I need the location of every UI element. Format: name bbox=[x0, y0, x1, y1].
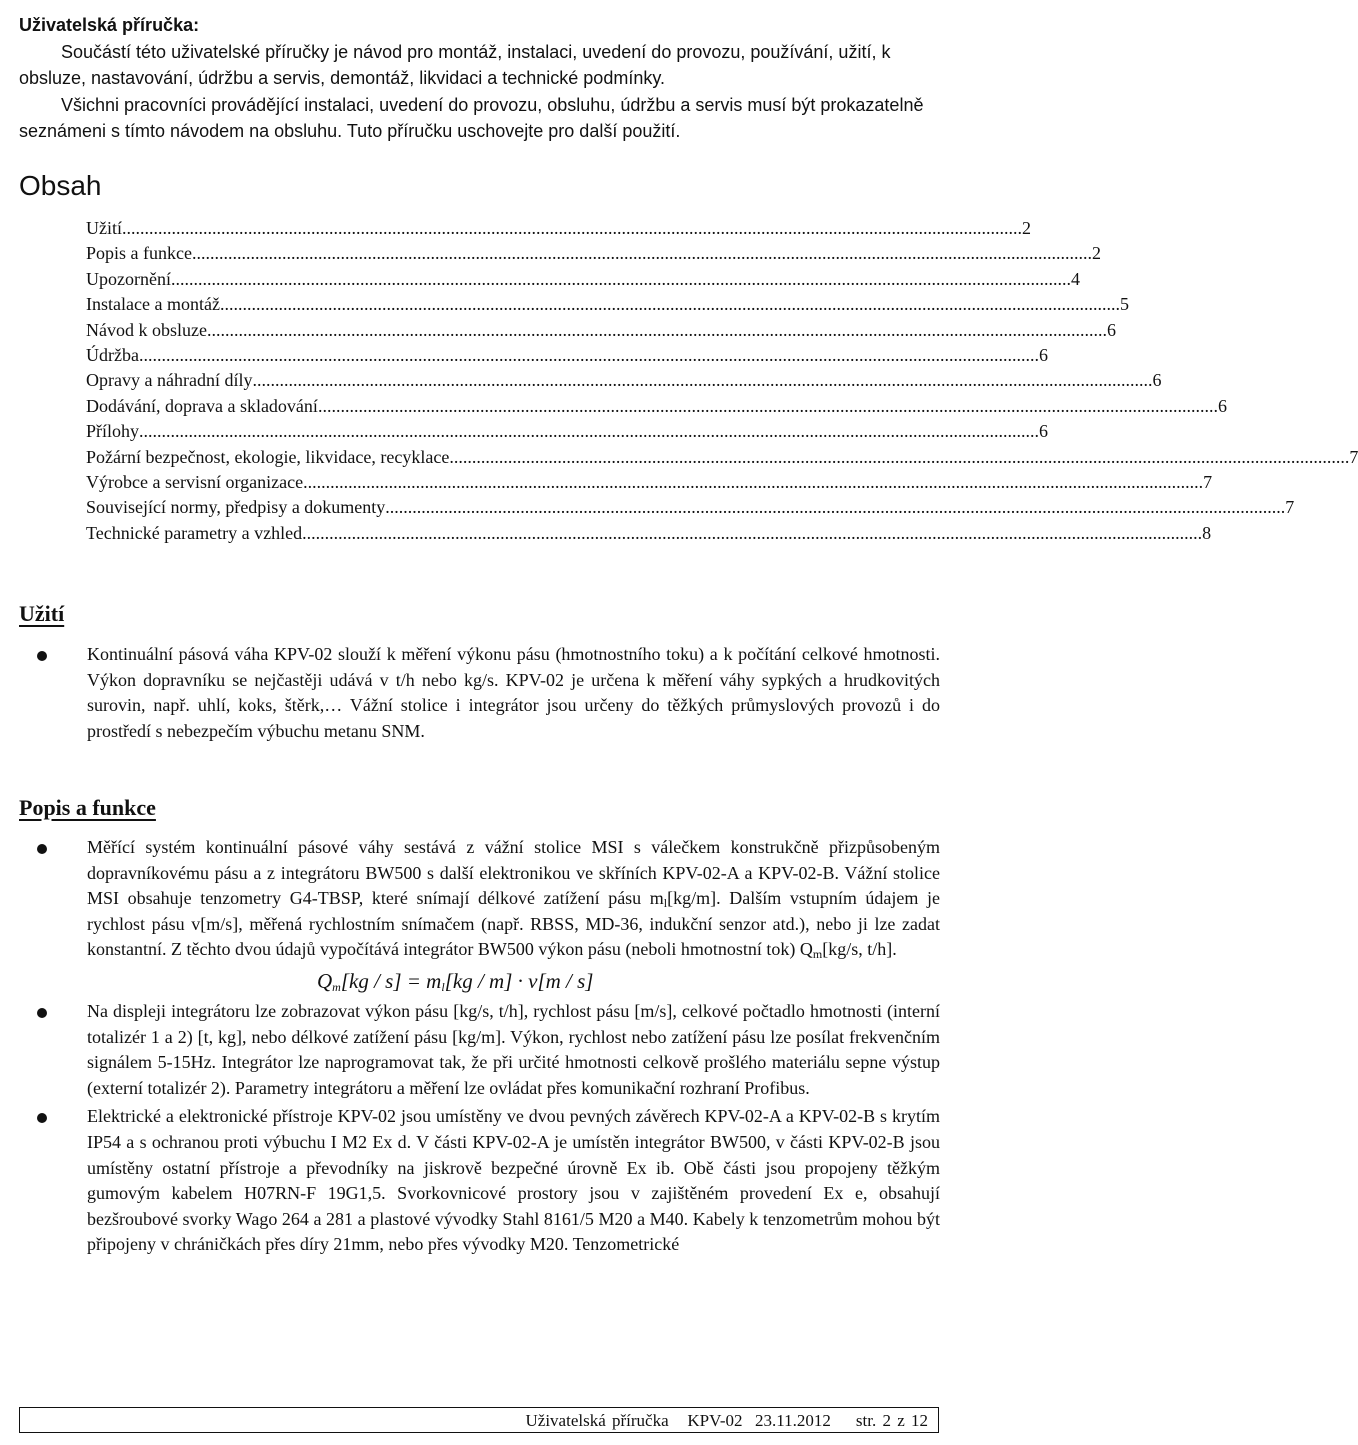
list-item bbox=[0, 835, 940, 996]
toc-entry-label: Údržba bbox=[86, 344, 139, 365]
toc-entry-label: Upozornění bbox=[86, 268, 171, 289]
toc-entry-label: Instalace a montáž bbox=[86, 294, 220, 315]
toc-entry-label: Technické parametry a vzhled bbox=[86, 522, 303, 543]
bullet-icon bbox=[37, 651, 47, 661]
text-run: [kg/s, t/h]. bbox=[822, 939, 897, 960]
footer-doc-title: Uživatelská příručka bbox=[525, 1411, 669, 1430]
toc-entry-page: 7 bbox=[1285, 497, 1295, 518]
formula-q: Q bbox=[317, 968, 333, 993]
page-footer bbox=[19, 1407, 939, 1433]
toc-leader-dots: ........................................................................................................................................................................................................ bbox=[449, 446, 1350, 467]
list-item bbox=[0, 1104, 940, 1258]
toc-leader-dots: ........................................................................................................................................................................................................ bbox=[317, 395, 1218, 416]
toc-leader-dots: ........................................................................................................................................................................................................ bbox=[191, 243, 1092, 264]
manual-title: Uživatelská příručka: bbox=[19, 15, 200, 35]
toc-entry-page: 5 bbox=[1119, 294, 1129, 315]
subscript: l bbox=[663, 896, 668, 911]
formula-part: [kg / s] = m bbox=[340, 968, 442, 993]
toc-entry-navod[interactable] bbox=[86, 318, 1116, 343]
popis-text-1 bbox=[87, 835, 940, 963]
toc-entry-page: 4 bbox=[1070, 268, 1080, 289]
toc-entry-opravy[interactable] bbox=[86, 368, 1162, 393]
toc-entry-parametry[interactable] bbox=[86, 521, 1212, 546]
formula-part: [kg / m] · v[m / s] bbox=[444, 968, 594, 993]
list-item bbox=[0, 642, 940, 744]
popis-text-3: Elektrické a elektronické přístroje KPV-02 jsou umístěny ve dvou pevných závěrech KPV-02-A a KPV-02-B s krytím IP54 a s ochranou proti výbuchu I M2 Ex d. V části KPV-02-A je umístěn integrátor BW500, v části KPV-02-B jsou umístěny ostatní přístroje a převodníky na jiskrově bezpečné úrovně Ex ib. Obě části jsou propojeny těžkým gumovým kabelem H07RN-F 19G1,5. Svorkovnicové prostory jsou v zajištěném provedení Ex e, obsahují bezšroubové svorky Wago 264 a 281 a plastové vývodky Stahl 8161/5 M20 a M40. Kabely k tenzometrům mohou být připojeny v chráničkách přes díry 21mm, nebo přes vývodky M20. Tenzometrické bbox=[87, 1106, 940, 1255]
toc-entry-label: Popis a funkce bbox=[86, 243, 192, 264]
manual-paragraph-2: Všichni pracovníci provádějící instalaci, uvedení do provozu, obsluhu, údržbu a servis musí být prokazatelně seznámeni s tímto návodem na obsluhu. Tuto příručku uschovejte pro další použití. bbox=[19, 94, 924, 141]
toc-leader-dots: ........................................................................................................................................................................................................ bbox=[138, 344, 1039, 365]
toc-leader-dots: ........................................................................................................................................................................................................ bbox=[139, 421, 1040, 442]
footer-product: KPV-02 bbox=[687, 1411, 743, 1430]
text-run: Měřící systém kontinuální pásové váhy sestává z vážní stolice MSI s válečkem konstrukčně přizpůsobeným dopravníkovému pásu a z integrátoru BW500 s další elektronikou ve skříních KPV-02-A a KPV-02-B. Vážní stolice MSI obsahuje tenzometry G4-TBSP, které snímají délkové zatížení pásu m bbox=[87, 837, 940, 909]
text-run: [kg/m]. Dalším vstupním údajem je rychlost pásu v[m/s], měřená rychlostním snímačem (např. RBSS, MD-36, indukční senzor atd.), nebo ji lze zadat konstantní. Z těchto dvou údajů vypočítává integrátor BW500 výkon pásu (neboli hmotnostní tok) Q bbox=[87, 888, 941, 960]
toc-entry-popis-a-funkce[interactable] bbox=[86, 241, 1101, 266]
toc-entry-label: Přílohy bbox=[86, 421, 140, 442]
toc-leader-dots: ........................................................................................................................................................................................................ bbox=[122, 218, 1022, 238]
toc-leader-dots: ........................................................................................................................................................................................................ bbox=[219, 294, 1120, 315]
toc-entry-page: 7 bbox=[1203, 471, 1213, 492]
footer-page-number: str. 2 z 12 bbox=[855, 1411, 928, 1430]
bullet-icon bbox=[37, 1008, 47, 1018]
toc-title: Obsah bbox=[19, 170, 102, 201]
toc-entry-label: Související normy, předpisy a dokumenty bbox=[86, 497, 386, 518]
toc-entry-pozarni[interactable] bbox=[86, 445, 1358, 470]
toc-entry-upozorneni[interactable] bbox=[86, 267, 1080, 292]
manual-paragraph-1: Součástí této uživatelské příručky je návod pro montáž, instalaci, uvedení do provozu, používání, užití, k obsluze, nastavování, údržbu a servis, demontáž, likvidaci a technické podmínky. bbox=[19, 41, 891, 88]
toc-entry-label: Požární bezpečnost, ekologie, likvidace, recyklace bbox=[86, 446, 450, 467]
bullet-icon bbox=[37, 1113, 47, 1123]
toc-leader-dots: ........................................................................................................................................................................................................ bbox=[170, 268, 1071, 289]
formula-m-subscript: l bbox=[441, 979, 445, 994]
toc-leader-dots: ........................................................................................................................................................................................................ bbox=[302, 522, 1203, 543]
toc-entry-label: Výrobce a servisní organizace bbox=[86, 471, 304, 492]
toc-entry-page: 6 bbox=[1038, 344, 1048, 365]
toc-entry-instalace[interactable] bbox=[86, 292, 1129, 317]
toc-entry-page: 6 bbox=[1217, 395, 1227, 416]
toc-leader-dots: ........................................................................................................................................................................................................ bbox=[206, 319, 1107, 340]
bullet-icon bbox=[37, 844, 47, 854]
toc-entry-normy[interactable] bbox=[86, 495, 1295, 520]
toc-entry-uziti[interactable] bbox=[86, 216, 1031, 241]
subscript: m bbox=[812, 947, 823, 962]
toc-entry-page: 2 bbox=[1022, 218, 1031, 238]
popis-bullet-list bbox=[0, 835, 940, 1258]
list-item bbox=[0, 999, 940, 1101]
toc-entry-page: 2 bbox=[1091, 243, 1101, 264]
section-heading-popis: Popis a funkce bbox=[19, 795, 156, 820]
toc-entry-label: Návod k obsluze bbox=[86, 319, 207, 340]
toc-leader-dots: ........................................................................................................................................................................................................ bbox=[385, 497, 1286, 518]
toc-entry-label: Opravy a náhradní díly bbox=[86, 370, 253, 391]
uziti-bullet-list bbox=[0, 642, 940, 744]
toc-entry-udrzba[interactable] bbox=[86, 343, 1048, 368]
toc-entry-label: Dodávání, doprava a skladování bbox=[86, 395, 318, 416]
manual-intro bbox=[19, 12, 941, 145]
toc-entry-prilohy[interactable] bbox=[86, 419, 1049, 444]
formula bbox=[87, 966, 940, 996]
uziti-text: Kontinuální pásová váha KPV-02 slouží k měření výkonu pásu (hmotnostního toku) a k počítání celkové hmotnosti. Výkon dopravníku se nejčastěji udává v t/h nebo kg/s. KPV-02 je určena k měření váhy sypkých a hrudkovitých surovin, např. uhlí, koks, štěrk,… Vážní stolice i integrátor jsou určeny do těžkých průmyslových provozů i do prostředí s nebezpečím výbuchu metanu SNM. bbox=[87, 644, 940, 741]
toc-entry-page: 8 bbox=[1202, 522, 1212, 543]
toc-entry-page: 7 bbox=[1349, 446, 1358, 467]
popis-text-2: Na displeji integrátoru lze zobrazovat výkon pásu [kg/s, t/h], rychlost pásu [m/s], celkové počtadlo hmotnosti (interní totalizér 1 a 2) [t, kg], nebo délkové zatížení pásu [kg/m]. Výkon, rychlost nebo zatížení pásu lze posílat frekvenčním signálem 5-15Hz. Integrátor lze naprogramovat tak, že při určité hmotnosti celkově prošlého materiálu sepne výstup (externí totalizér 2). Parametry integrátoru a měření lze ovládat přes komunikační rozhraní Profibus. bbox=[87, 1000, 940, 1098]
toc-entry-label: Užití bbox=[86, 218, 122, 238]
footer-date: 23.11.2012 bbox=[755, 1411, 831, 1430]
toc-entry-page: 6 bbox=[1106, 319, 1116, 340]
footer-text bbox=[526, 1410, 928, 1432]
section-heading-uziti: Užití bbox=[19, 601, 65, 626]
toc-entry-page: 6 bbox=[1039, 421, 1049, 442]
toc-leader-dots: ........................................................................................................................................................................................................ bbox=[252, 370, 1153, 391]
toc-entry-dodavani[interactable] bbox=[86, 394, 1227, 419]
toc-entry-page: 6 bbox=[1152, 370, 1162, 391]
table-of-contents bbox=[86, 216, 1358, 546]
formula-q-subscript: m bbox=[332, 979, 341, 994]
toc-leader-dots: ........................................................................................................................................................................................................ bbox=[303, 471, 1204, 492]
toc-entry-vyrobce[interactable] bbox=[86, 470, 1213, 495]
